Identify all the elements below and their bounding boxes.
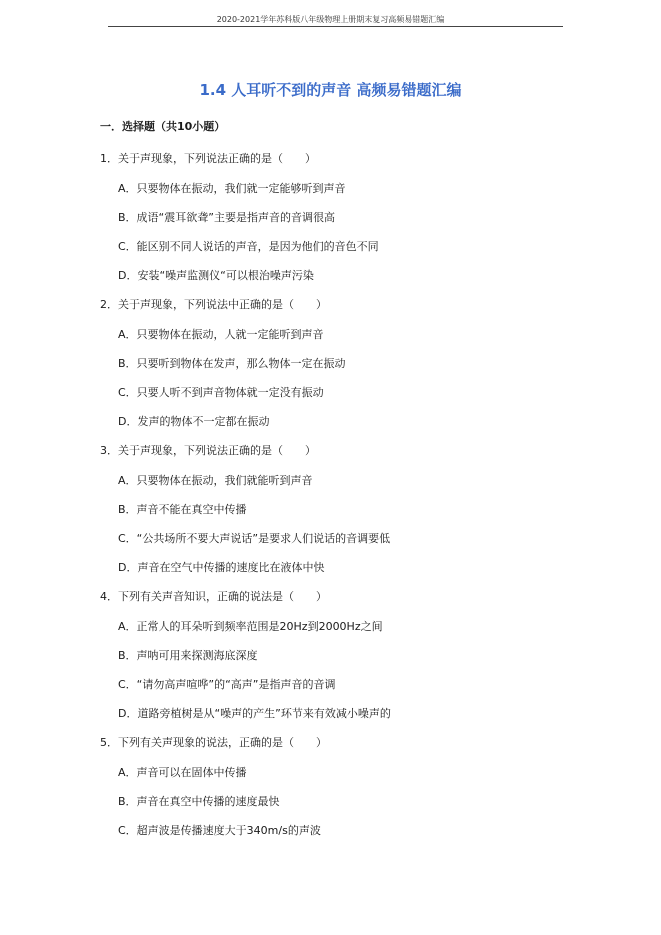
question-2-stem: 2．关于声现象，下列说法中正确的是（ ） (100, 298, 327, 311)
question-3-option-c: C．“公共场所不要大声说话”是要求人们说话的音调要低 (118, 532, 391, 545)
question-2-option-a: A．只要物体在振动，人就一定能听到声音 (118, 328, 324, 341)
question-5-stem: 5．下列有关声现象的说法，正确的是（ ） (100, 736, 327, 749)
question-1-option-c: C．能区别不同人说话的声音，是因为他们的音色不同 (118, 240, 379, 253)
question-4-option-d: D．道路旁植树是从“噪声的产生”环节来有效减小噪声的 (118, 707, 391, 720)
question-3-stem: 3．关于声现象，下列说法正确的是（ ） (100, 444, 316, 457)
question-2-option-c: C．只要人听不到声音物体就一定没有振动 (118, 386, 324, 399)
question-3-option-b: B．声音不能在真空中传播 (118, 503, 247, 516)
page-header: 2020-2021学年苏科版八年级物理上册期末复习高频易错题汇编 (216, 15, 445, 24)
question-2-option-d: D．发声的物体不一定都在振动 (118, 415, 270, 428)
question-4-option-a: A．正常人的耳朵听到频率范围是20Hz到2000Hz之间 (118, 620, 383, 633)
question-4-option-c: C．“请勿高声喧哗”的“高声”是指声音的音调 (118, 678, 336, 691)
question-1-option-a: A．只要物体在振动，我们就一定能够听到声音 (118, 182, 346, 195)
question-1-stem: 1．关于声现象，下列说法正确的是（ ） (100, 152, 316, 165)
header-rule (108, 26, 563, 27)
question-3-option-d: D．声音在空气中传播的速度比在液体中快 (118, 561, 325, 574)
question-5-option-a: A．声音可以在固体中传播 (118, 766, 247, 779)
question-4-stem: 4．下列有关声音知识，正确的说法是（ ） (100, 590, 327, 603)
question-1-option-b: B．成语“震耳欲聋”主要是指声音的音调很高 (118, 211, 335, 224)
question-5-option-c: C．超声波是传播速度大于340m/s的声波 (118, 824, 321, 837)
question-4-option-b: B．声呐可用来探测海底深度 (118, 649, 258, 662)
section-heading: 一．选择题（共10小题） (100, 120, 226, 133)
question-2-option-b: B．只要听到物体在发声，那么物体一定在振动 (118, 357, 346, 370)
question-5-option-b: B．声音在真空中传播的速度最快 (118, 795, 280, 808)
question-1-option-d: D．安装“噪声监测仪“可以根治噪声污染 (118, 269, 314, 282)
question-3-option-a: A．只要物体在振动，我们就能听到声音 (118, 474, 313, 487)
document-title: 1.4 人耳听不到的声音 高频易错题汇编 (199, 81, 462, 99)
